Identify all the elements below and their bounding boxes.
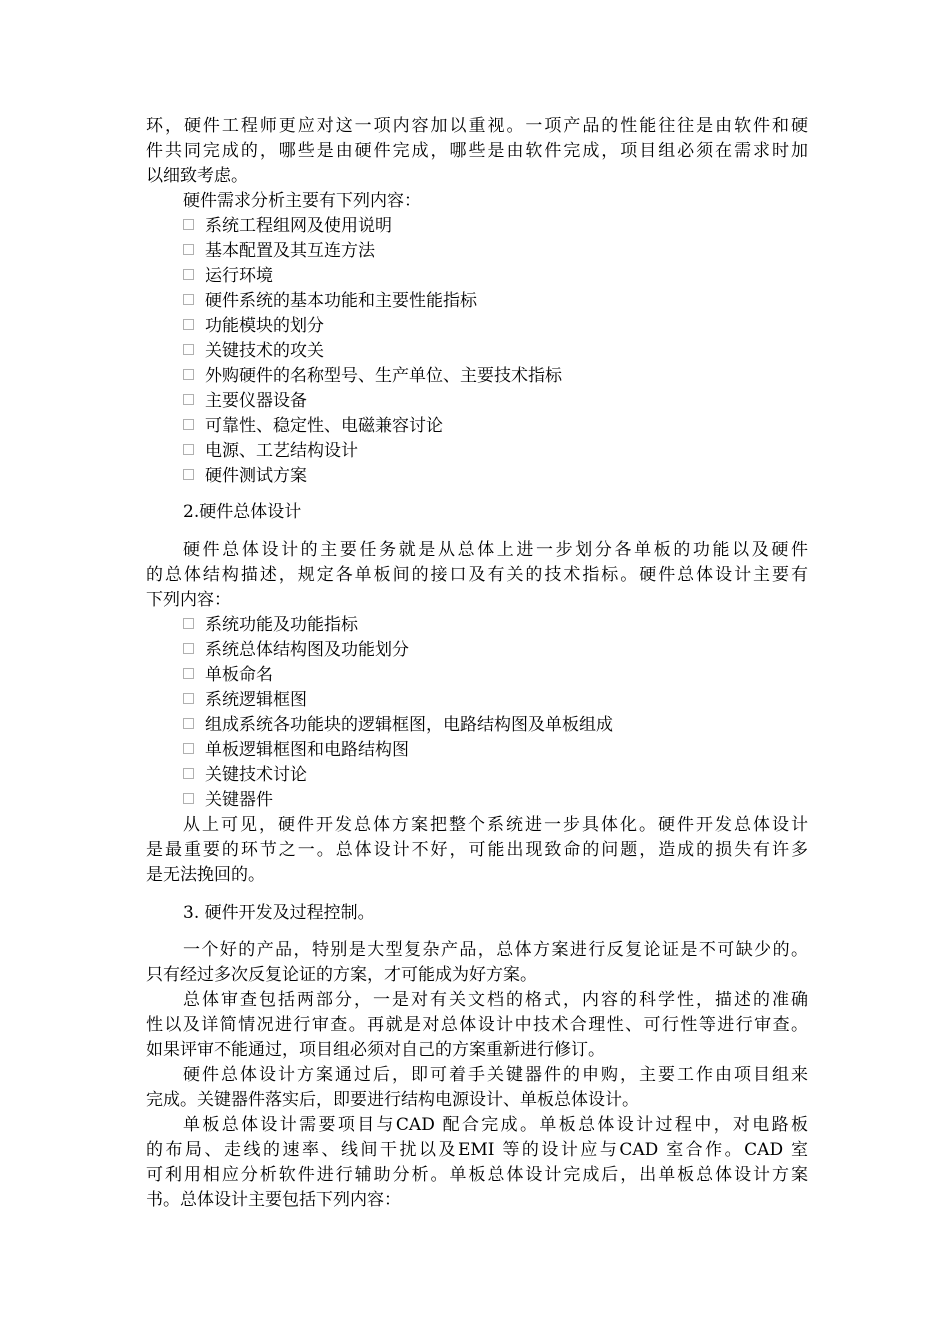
list-item-text: 基本配置及其互连方法 — [205, 241, 375, 261]
list-item — [183, 464, 307, 489]
list-item-text: 关键器件 — [205, 790, 273, 810]
section-3-p3-line-1: 硬件总体设计方案通过后，即可着手关键器件的申购，主要工作由项目组来 — [183, 1065, 808, 1085]
section-2-title: 2.硬件总体设计 — [183, 502, 302, 522]
list-item-text: 关键技术讨论 — [205, 765, 307, 785]
list-item — [183, 264, 273, 289]
section-3-p4-line-1: 单板总体设计需要项目与CAD 配合完成。单板总体设计过程中，对电路板 — [183, 1115, 808, 1135]
conclusion-line-3: 是无法挽回的。 — [146, 865, 265, 885]
list-item — [183, 214, 392, 239]
checkbox-bullet-icon — [183, 219, 194, 230]
section-3-p1-line-2: 只有经过多次反复论证的方案，才可能成为好方案。 — [146, 965, 537, 985]
checkbox-bullet-icon — [183, 618, 194, 629]
list-item-text: 单板逻辑框图和电路结构图 — [205, 740, 409, 760]
list-item — [183, 389, 307, 414]
checkbox-bullet-icon — [183, 718, 194, 729]
list-item — [183, 339, 324, 364]
checkbox-bullet-icon — [183, 743, 194, 754]
checkbox-bullet-icon — [183, 643, 194, 654]
checkbox-bullet-icon — [183, 693, 194, 704]
checkbox-bullet-icon — [183, 668, 194, 679]
list-item-text: 单板命名 — [205, 665, 273, 685]
checkbox-bullet-icon — [183, 444, 194, 455]
list-item — [183, 613, 358, 638]
list-item — [183, 314, 324, 339]
checkbox-bullet-icon — [183, 394, 194, 405]
section-3-p2-line-1: 总体审查包括两部分，一是对有关文档的格式，内容的科学性，描述的准确 — [183, 990, 808, 1010]
intro-line-1: 环，硬件工程师更应对这一项内容加以重视。一项产品的性能往往是由软件和硬 — [146, 116, 808, 136]
checkbox-bullet-icon — [183, 269, 194, 280]
list-item — [183, 289, 477, 314]
intro-line-3: 以细致考虑。 — [146, 166, 248, 186]
checkbox-bullet-icon — [183, 369, 194, 380]
section-3-p3-line-2: 完成。关键器件落实后，即要进行结构电源设计、单板总体设计。 — [146, 1090, 639, 1110]
section-3-p2-line-2: 性以及详简情况进行审查。再就是对总体设计中技术合理性、可行性等进行审查。 — [146, 1015, 808, 1035]
list-item — [183, 788, 273, 813]
list-item-text: 系统工程组网及使用说明 — [205, 216, 392, 236]
section-3-p4-line-2: 的布局、走线的速率、线间干扰以及EMI 等的设计应与CAD 室合作。CAD 室 — [146, 1140, 808, 1160]
checkbox-bullet-icon — [183, 469, 194, 480]
intro-line-2: 件共同完成的，哪些是由硬件完成，哪些是由软件完成，项目组必须在需求时加 — [146, 141, 808, 161]
list-item — [183, 688, 307, 713]
list-item-text: 主要仪器设备 — [205, 391, 307, 411]
checkbox-bullet-icon — [183, 244, 194, 255]
section-3-p1-line-1: 一个好的产品，特别是大型复杂产品，总体方案进行反复论证是不可缺少的。 — [183, 940, 808, 960]
section-2-line-2: 的总体结构描述，规定各单板间的接口及有关的技术指标。硬件总体设计主要有 — [146, 565, 808, 585]
section-3-p4-line-4: 书。总体设计主要包括下列内容： — [146, 1190, 401, 1210]
list-item-text: 电源、工艺结构设计 — [205, 441, 358, 461]
checkbox-bullet-icon — [183, 294, 194, 305]
checkbox-bullet-icon — [183, 319, 194, 330]
checkbox-bullet-icon — [183, 419, 194, 430]
section-2-line-3: 下列内容： — [146, 590, 231, 610]
list-item — [183, 239, 375, 264]
list-item-text: 系统功能及功能指标 — [205, 615, 358, 635]
checkbox-bullet-icon — [183, 793, 194, 804]
list-item-text: 硬件测试方案 — [205, 466, 307, 486]
list-item-text: 关键技术的攻关 — [205, 341, 324, 361]
list-item-text: 系统逻辑框图 — [205, 690, 307, 710]
list-item-text: 硬件系统的基本功能和主要性能指标 — [205, 291, 477, 311]
checkbox-bullet-icon — [183, 344, 194, 355]
list-item — [183, 713, 613, 738]
list-item-text: 功能模块的划分 — [205, 316, 324, 336]
list-item-text: 可靠性、稳定性、电磁兼容讨论 — [205, 416, 443, 436]
section-3-p2-line-3: 如果评审不能通过，项目组必须对自己的方案重新进行修订。 — [146, 1040, 605, 1060]
list-item — [183, 439, 358, 464]
conclusion-line-2: 是最重要的环节之一。总体设计不好，可能出现致命的问题，造成的损失有许多 — [146, 840, 808, 860]
section-3-title: 3. 硬件开发及过程控制。 — [183, 903, 375, 923]
conclusion-line-1: 从上可见，硬件开发总体方案把整个系统进一步具体化。硬件开发总体设计 — [183, 815, 808, 835]
list-item-text: 系统总体结构图及功能划分 — [205, 640, 409, 660]
list-item — [183, 638, 409, 663]
requirements-heading: 硬件需求分析主要有下列内容： — [183, 191, 421, 211]
checkbox-bullet-icon — [183, 768, 194, 779]
section-3-p4-line-3: 可利用相应分析软件进行辅助分析。单板总体设计完成后，出单板总体设计方案 — [146, 1165, 808, 1185]
list-item — [183, 763, 307, 788]
list-item — [183, 663, 273, 688]
list-item-text: 外购硬件的名称型号、生产单位、主要技术指标 — [205, 366, 562, 386]
list-item-text: 运行环境 — [205, 266, 273, 286]
list-item — [183, 414, 443, 439]
list-item — [183, 364, 562, 389]
list-item — [183, 738, 409, 763]
section-2-line-1: 硬件总体设计的主要任务就是从总体上进一步划分各单板的功能以及硬件 — [183, 540, 808, 560]
list-item-text: 组成系统各功能块的逻辑框图，电路结构图及单板组成 — [205, 715, 613, 735]
